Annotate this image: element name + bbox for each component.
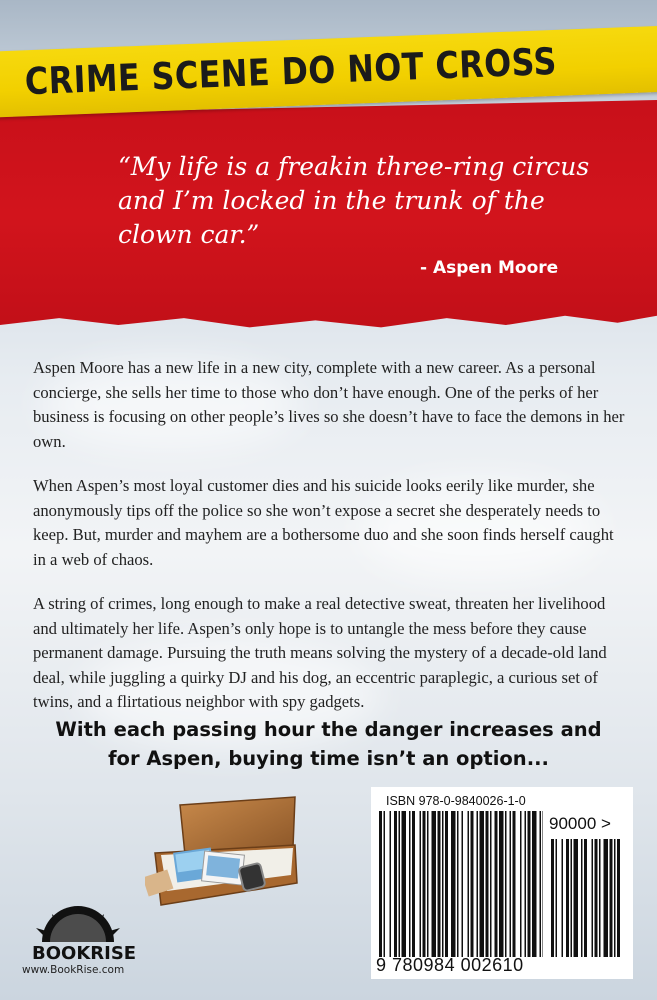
barcode-bar (574, 839, 579, 957)
barcode-bar (595, 839, 598, 957)
blurb-paragraph: Aspen Moore has a new life in a new city, complete with a new career. As a personal concierge, she sells her time to those who don’t have enough. One of the perks of her business is focusing on other people’s lives so she doesn’t have to face the demons in her own. (33, 358, 625, 451)
pull-quote: “My life is a freakin three-ring circus and I’m locked in the trunk of the clown car.” (118, 152, 590, 249)
barcode-bar (584, 839, 587, 957)
tagline-line: for Aspen, buying time isn’t an option... (108, 747, 549, 770)
barcode-bar (394, 811, 397, 957)
barcode-bar (571, 839, 573, 957)
barcode-bar (471, 811, 474, 957)
blurb-paragraph: When Aspen’s most loyal customer dies and his suicide looks eerily like murder, she anonymously tips off the police so she won’t expose a secret she desperately needs to keep. But, murder and mayhem are a bothersome duo and she soon finds herself caught in a web of chaos. (33, 476, 614, 569)
barcode-bar (468, 811, 470, 957)
barcode-bar (462, 811, 464, 957)
barcode-bar (442, 811, 444, 957)
quote-attribution: - Aspen Moore (420, 258, 559, 278)
publisher-name: BOOKRISE (32, 943, 137, 964)
barcode-bar (540, 811, 542, 957)
barcode-bar (604, 839, 609, 957)
barcode-bar (599, 839, 601, 957)
barcode-bar (379, 811, 382, 957)
memory-box-illustration (145, 795, 300, 913)
barcode-bar (520, 811, 522, 957)
barcode-bar (427, 811, 429, 957)
barcode-bar (495, 811, 498, 957)
isbn-barcode (371, 787, 633, 979)
barcode-bar (486, 811, 489, 957)
book-blurb (33, 356, 627, 735)
publisher-url[interactable]: www.BookRise.com (22, 964, 125, 976)
barcode-bar (423, 811, 426, 957)
barcode-bar (457, 811, 459, 957)
barcode-bar (513, 811, 516, 957)
barcode-bar (551, 839, 554, 957)
barcode-bar (614, 839, 616, 957)
barcode-bar (480, 811, 485, 957)
publisher-logo (22, 902, 172, 982)
barcode-bar (532, 811, 537, 957)
barcode-bar (499, 811, 504, 957)
barcode-bar (543, 811, 544, 957)
crime-scene-tape-text: CRIME SCENE DO NOT CROSS (24, 39, 558, 104)
barcode-bar (451, 811, 456, 957)
barcode-bar (592, 839, 594, 957)
barcode-bar (402, 811, 407, 957)
isbn-number: ISBN 978-0-9840026-1-0 (386, 794, 526, 808)
barcode-bar (610, 839, 613, 957)
price-code: 90000 > (549, 814, 611, 833)
barcode-bar (525, 811, 527, 957)
barcode-bar (562, 839, 564, 957)
barcode-bar (409, 811, 411, 957)
barcode-bar (566, 839, 569, 957)
barcode-bar (581, 839, 583, 957)
barcode-bar (420, 811, 422, 957)
barcode-bar (617, 839, 620, 957)
barcode-bar (556, 839, 558, 957)
barcode-bar (510, 811, 512, 957)
barcode-bar (528, 811, 531, 957)
tagline (0, 715, 657, 773)
barcode-bar (384, 811, 386, 957)
barcode-bar (390, 811, 392, 957)
barcode-bar (505, 811, 507, 957)
sunburst-icon (22, 902, 172, 946)
barcode-bar (490, 811, 492, 957)
tagline-line: With each passing hour the danger increases and (55, 718, 602, 741)
barcode-bar (445, 811, 448, 957)
barcode-bar (412, 811, 415, 957)
barcode-digits: 9 780984 002610 (376, 955, 524, 975)
blurb-paragraph: A string of crimes, long enough to make a real detective sweat, threaten her livelihood and ultimately her life. Aspen’s only hope is to untangle the mess before they cause permanent damage. Pursuing the truth means solving the mystery of a decade-old land deal, while juggling a quirky DJ and his dog, an eccentric paraplegic, a curious set of twins, and a flirtatious neighbor with spy gadgets. (33, 594, 607, 711)
barcode-bar (438, 811, 441, 957)
barcode-bar (432, 811, 437, 957)
barcode-bar (399, 811, 401, 957)
barcode-bar (477, 811, 479, 957)
